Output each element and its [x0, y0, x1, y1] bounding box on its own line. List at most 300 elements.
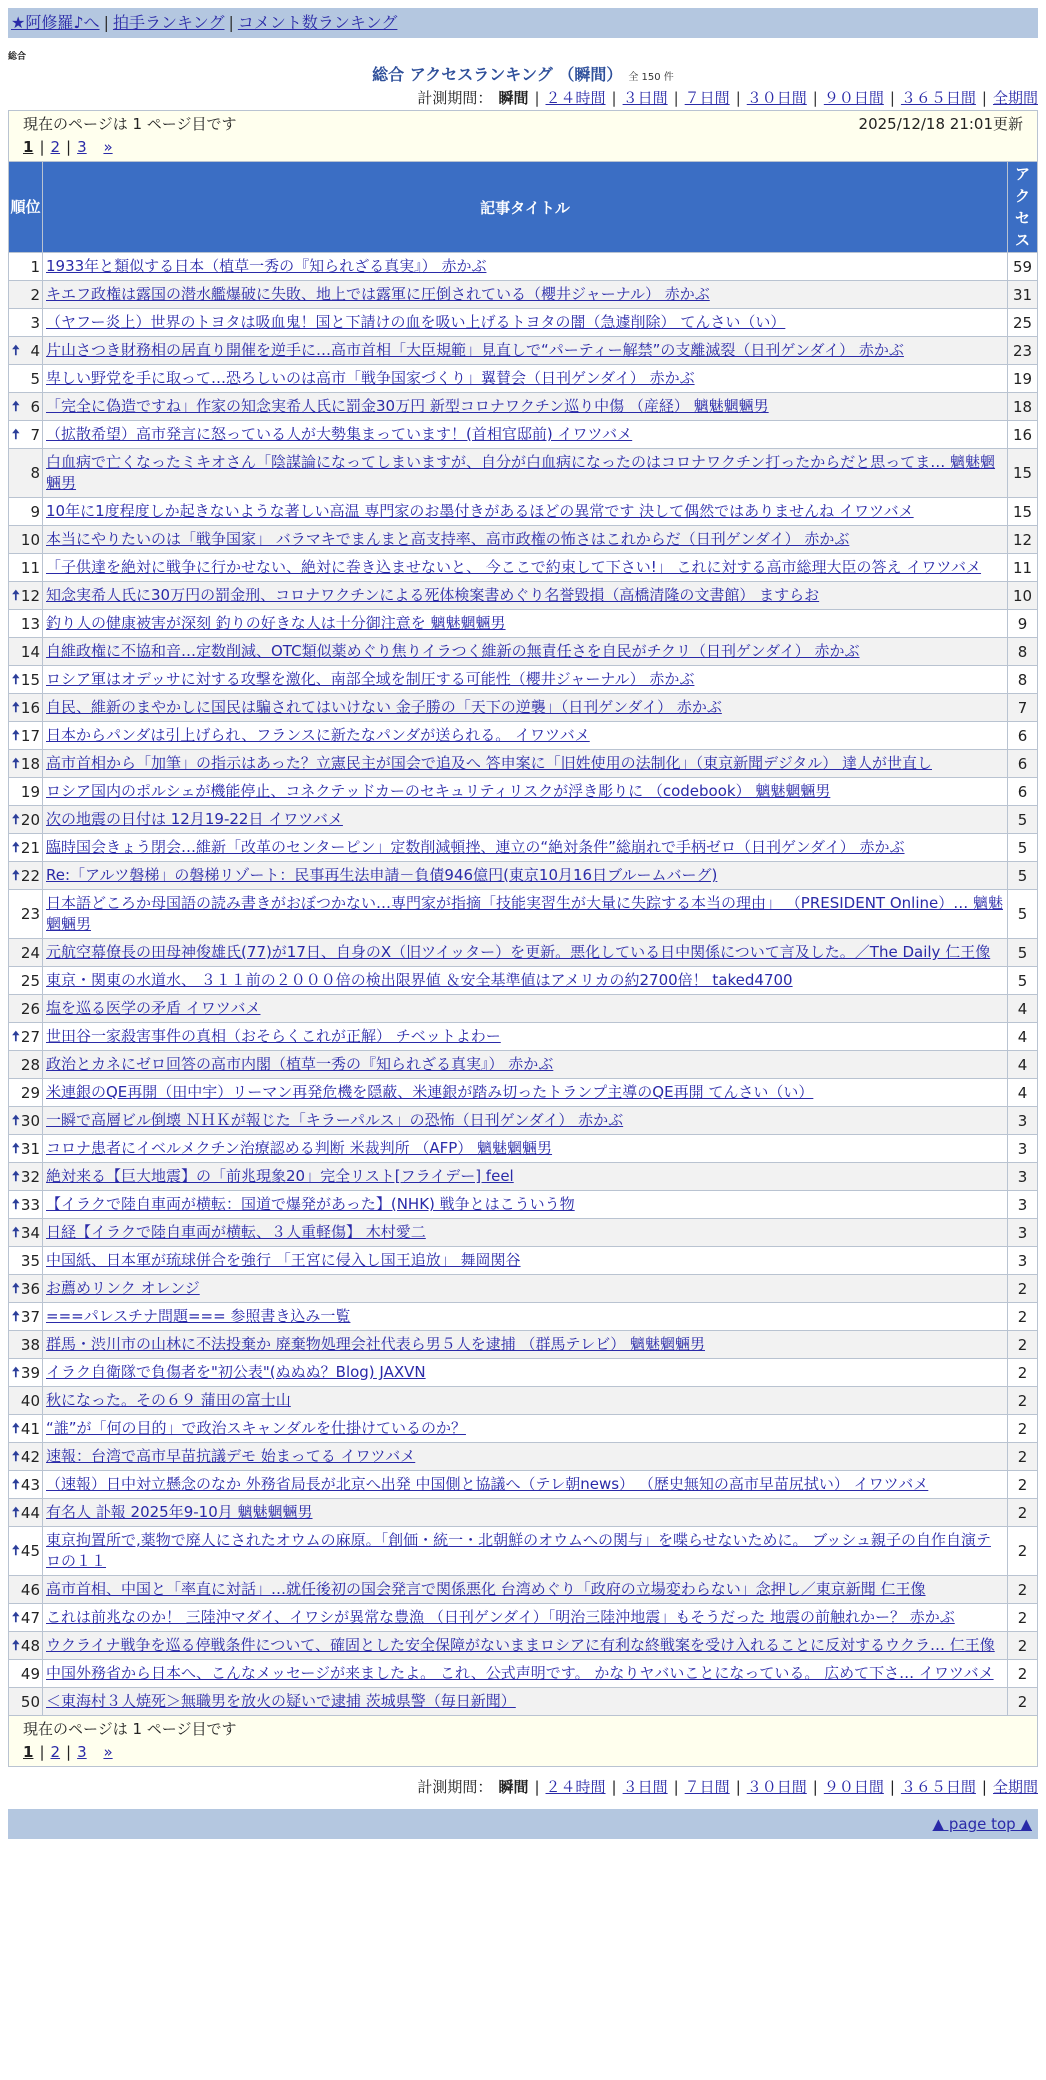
rank-number: 27	[20, 1027, 40, 1046]
ranking-table	[8, 110, 1038, 1767]
article-link[interactable]: 秋になった。その６９ 蒲田の富士山	[46, 1391, 291, 1409]
access-count: 6	[1007, 722, 1037, 750]
table-row	[9, 1163, 1038, 1191]
article-link[interactable]: 中国紙、日本軍が琉球併合を強行 「王宮に侵入し国王追放」 舞岡関谷	[46, 1251, 521, 1269]
table-row	[9, 610, 1038, 638]
table-row	[9, 694, 1038, 722]
rank-cell	[9, 666, 43, 694]
table-row	[9, 421, 1038, 449]
article-link[interactable]: 「子供達を絶対に戦争に行かせない、絶対に巻き込ませないと、 今ここで約束して下さい!」 これに対する高市総理大臣の答え イワツバメ	[46, 558, 982, 576]
title-cell	[43, 1331, 1008, 1359]
rank-up-arrow-icon: 🠅	[12, 1448, 20, 1465]
access-count: 2	[1007, 1604, 1037, 1632]
rank-cell	[9, 309, 43, 337]
table-row	[9, 1576, 1038, 1604]
rank-cell	[9, 554, 43, 582]
table-row	[9, 1303, 1038, 1331]
title-cell	[43, 1191, 1008, 1219]
rank-number: 24	[20, 943, 40, 962]
title-cell	[43, 526, 1008, 554]
period-option-link[interactable]: ７日間	[684, 1778, 730, 1796]
next-page-link[interactable]: »	[103, 138, 113, 156]
page-title: 総合 アクセスランキング （瞬間）	[372, 65, 623, 84]
period-separator: |	[534, 1778, 540, 1796]
period-option-link[interactable]: ３０日間	[746, 1778, 807, 1796]
article-link[interactable]: 速報：台湾で高市早苗抗議デモ 始まってる イワツバメ	[46, 1447, 416, 1465]
access-count: 5	[1007, 890, 1037, 939]
article-link[interactable]: 中国外務省から日本へ、こんなメッセージが来ましたよ。 これ、公式声明です。 かなりヤバいことになっている。 広めて下さ… イワツバメ	[46, 1664, 994, 1682]
article-link[interactable]: 白血病で亡くなったミキオさん「陰謀論になってしまいますが、自分が白血病になったのはコロナワクチン打ったからだと思ってま… 魑魅魍魎男	[46, 453, 996, 492]
ranking-title-row	[8, 64, 1038, 86]
page-top-link[interactable]: ▲ page top ▲	[932, 1815, 1032, 1833]
period-option-link[interactable]: ３６５日間	[900, 89, 976, 107]
title-cell	[43, 337, 1008, 365]
table-row	[9, 582, 1038, 610]
nav-separator: |	[228, 13, 234, 32]
comment-ranking-link[interactable]: コメント数ランキング	[237, 13, 398, 32]
access-count: 15	[1007, 498, 1037, 526]
rank-number: 26	[20, 999, 40, 1018]
article-link[interactable]: イラク自衛隊で負傷者を"初公表"(ぬぬぬ？Blog) JAXVN	[46, 1363, 426, 1381]
access-count: 23	[1007, 337, 1037, 365]
page-links	[23, 1740, 1023, 1764]
title-cell	[43, 722, 1008, 750]
rank-cell	[9, 1443, 43, 1471]
access-count: 12	[1007, 526, 1037, 554]
nav-separator: |	[103, 13, 109, 32]
table-row	[9, 939, 1038, 967]
table-row	[9, 1219, 1038, 1247]
rank-cell	[9, 834, 43, 862]
table-row	[9, 722, 1038, 750]
table-header	[9, 162, 1038, 253]
access-count: 31	[1007, 281, 1037, 309]
access-header: アクセス	[1007, 162, 1037, 253]
table-row	[9, 1688, 1038, 1716]
table-row	[9, 1079, 1038, 1107]
article-link[interactable]: 臨時国会きょう閉会…維新「改革のセンターピン」定数削減頓挫、連立の“絶対条件”総崩れで手柄ゼロ（日刊ゲンダイ） 赤かぶ	[46, 838, 905, 856]
rank-up-arrow-icon: 🠅	[12, 671, 20, 688]
period-option-link[interactable]: ３６５日間	[900, 1778, 976, 1796]
period-option-link[interactable]: ３０日間	[746, 89, 807, 107]
title-cell	[43, 253, 1008, 281]
rank-up-arrow-icon: 🠅	[12, 1168, 20, 1185]
rank-up-arrow-icon: 🠅	[12, 587, 20, 604]
rank-cell	[9, 1163, 43, 1191]
clap-ranking-link[interactable]: 拍手ランキング	[112, 13, 225, 32]
period-separator: |	[812, 89, 818, 107]
rank-up-arrow-icon: 🠅	[12, 1637, 20, 1654]
ranking-rows	[9, 253, 1038, 1716]
rank-number: 8	[30, 464, 40, 482]
rank-up-arrow-icon: 🠅	[12, 727, 20, 744]
article-link[interactable]: 有名人 訃報 2025年9-10月 魑魅魍魎男	[46, 1503, 313, 1521]
access-count: 6	[1007, 750, 1037, 778]
title-cell	[43, 281, 1008, 309]
access-count: 2	[1007, 1359, 1037, 1387]
access-count: 3	[1007, 1107, 1037, 1135]
article-link[interactable]: 日経【イラクで陸自車両が横転、３人重軽傷】 木村愛二	[46, 1223, 426, 1241]
access-count: 3	[1007, 1191, 1037, 1219]
table-row	[9, 806, 1038, 834]
rank-cell	[9, 995, 43, 1023]
article-link[interactable]: （拡散希望）高市発言に怒っている人が大勢集まっています！(首相官邸前) イワツバメ	[46, 425, 633, 443]
article-link[interactable]: 10年に1度程度しか起きないような著しい高温 専門家のお墨付きがあるほどの異常です 決して偶然ではありませんね イワツバメ	[46, 502, 914, 520]
access-count: 5	[1007, 806, 1037, 834]
rank-cell	[9, 1604, 43, 1632]
article-link[interactable]: （ヤフー炎上）世界のトヨタは吸血鬼！国と下請けの血を吸い上げるトヨタの闇（急遽削除） てんさい（い）	[46, 313, 786, 331]
access-count: 5	[1007, 834, 1037, 862]
pager-bottom	[9, 1716, 1038, 1767]
article-link[interactable]: 元航空幕僚長の田母神俊雄氏(77)が17日、自身のX（旧ツイッター）を更新。悪化している日中関係について言及した。／The Daily 仁王像	[46, 943, 991, 961]
title-cell	[43, 1527, 1008, 1576]
title-cell	[43, 1471, 1008, 1499]
rank-cell	[9, 1331, 43, 1359]
title-cell	[43, 666, 1008, 694]
rank-number: 7	[30, 425, 40, 444]
table-row	[9, 1660, 1038, 1688]
access-count: 2	[1007, 1415, 1037, 1443]
rank-cell	[9, 1471, 43, 1499]
page-current: 1	[23, 138, 34, 156]
article-link[interactable]: 【イラクで陸自車両が横転：国道で爆発があった】(NHK) 戦争とはこういう物	[46, 1195, 575, 1213]
period-separator: |	[673, 1778, 679, 1796]
top-nav-bar	[8, 8, 1038, 38]
access-count: 2	[1007, 1632, 1037, 1660]
article-link[interactable]: 「完全に偽造ですね」作家の知念実希人氏に罰金30万円 新型コロナワクチン巡り中傷 （産経） 魑魅魍魎男	[46, 397, 769, 415]
period-separator: |	[981, 89, 987, 107]
period-option-link[interactable]: ３日間	[622, 89, 668, 107]
access-count: 4	[1007, 995, 1037, 1023]
rank-number: 3	[30, 313, 40, 332]
article-link[interactable]: 世田谷一家殺害事件の真相（おそらくこれが正解） チベットよわー	[46, 1027, 501, 1045]
table-row	[9, 1135, 1038, 1163]
title-cell	[43, 1604, 1008, 1632]
period-separator: |	[889, 1778, 895, 1796]
rank-cell	[9, 638, 43, 666]
table-row	[9, 1415, 1038, 1443]
table-row	[9, 337, 1038, 365]
rank-up-arrow-icon: 🠅	[12, 1028, 20, 1045]
period-separator: |	[611, 89, 617, 107]
title-cell	[43, 890, 1008, 939]
rank-cell	[9, 421, 43, 449]
page-link[interactable]: 3	[77, 138, 87, 156]
period-option-link[interactable]: ７日間	[684, 89, 730, 107]
title-cell	[43, 498, 1008, 526]
access-count: 2	[1007, 1275, 1037, 1303]
rank-cell	[9, 1632, 43, 1660]
article-link[interactable]: 高市首相、中国と「率直に対話」…就任後初の国会発言で関係悪化 台湾めぐり「政府の立場変わらない」念押し／東京新聞 仁王像	[46, 1580, 926, 1598]
rank-cell	[9, 1303, 43, 1331]
article-link[interactable]: 卑しい野党を手に取って…恐ろしいのは高市「戦争国家づくり」翼賛会（日刊ゲンダイ） 赤かぶ	[46, 369, 695, 387]
rank-number: 36	[20, 1279, 40, 1298]
rank-number: 32	[20, 1167, 40, 1186]
rank-cell	[9, 1051, 43, 1079]
rank-number: 14	[20, 642, 40, 661]
access-count: 3	[1007, 1247, 1037, 1275]
title-cell	[43, 1247, 1008, 1275]
access-count: 2	[1007, 1499, 1037, 1527]
table-row	[9, 281, 1038, 309]
table-row	[9, 365, 1038, 393]
access-count: 59	[1007, 253, 1037, 281]
rank-number: 20	[20, 810, 40, 829]
table-row	[9, 1107, 1038, 1135]
table-row	[9, 309, 1038, 337]
title-cell	[43, 694, 1008, 722]
period-selector	[8, 86, 1038, 110]
article-link[interactable]: 絶対来る【巨大地震】の「前兆現象20」完全リスト[フライデー] feel	[46, 1167, 514, 1185]
access-count: 9	[1007, 610, 1037, 638]
rank-number: 37	[20, 1307, 40, 1326]
table-row	[9, 666, 1038, 694]
article-link[interactable]: コロナ患者にイベルメクチン治療認める判断 米裁判所 （AFP） 魑魅魍魎男	[46, 1139, 553, 1157]
article-link[interactable]: ウクライナ戦争を巡る停戦条件について、確固とした安全保障がないままロシアに有利な終戦案を受け入れることに反対するウクラ… 仁王像	[46, 1636, 995, 1654]
rank-up-arrow-icon: 🠅	[12, 1112, 20, 1129]
period-option-current: 瞬間	[498, 1778, 529, 1796]
table-row	[9, 498, 1038, 526]
access-count: 2	[1007, 1660, 1037, 1688]
table-row	[9, 967, 1038, 995]
rank-number: 29	[20, 1083, 40, 1102]
rank-up-arrow-icon: 🠅	[12, 1364, 20, 1381]
rank-number: 45	[20, 1542, 40, 1560]
table-row	[9, 393, 1038, 421]
access-count: 3	[1007, 1163, 1037, 1191]
article-link[interactable]: 東京拘置所で,薬物で廃人にされたオウムの麻原。「創価・統一・北朝鮮のオウムへの関与」を喋らせないために。 ブッシュ親子の自作自演テロの１１	[46, 1531, 991, 1570]
page-link[interactable]: 2	[50, 138, 61, 156]
article-link[interactable]: 片山さつき財務相の居直り開催を逆手に…高市首相「大臣規範」見直しで“パーティー解禁”の支離滅裂（日刊ゲンダイ） 赤かぶ	[46, 341, 904, 359]
rank-number: 42	[20, 1447, 40, 1466]
period-option-link[interactable]: ９０日間	[823, 1778, 884, 1796]
title-cell	[43, 1079, 1008, 1107]
period-separator: |	[812, 1778, 818, 1796]
title-cell	[43, 1660, 1008, 1688]
article-link[interactable]: Re:「アルツ磐梯」の磐梯リゾート：民事再生法申請－負債946億円(東京10月16日ブルームバーグ)	[46, 866, 718, 884]
rank-number: 16	[20, 698, 40, 717]
title-cell	[43, 806, 1008, 834]
article-link[interactable]: お薦めリンク オレンジ	[46, 1279, 200, 1297]
rank-up-arrow-icon: 🠅	[12, 1504, 20, 1521]
rank-cell	[9, 582, 43, 610]
home-link[interactable]: ★阿修羅♪へ	[11, 13, 100, 32]
article-link[interactable]: 高市首相から「加筆」の指示はあった？立憲民主が国会で追及へ 答申案に「旧姓使用の法制化」（東京新聞デジタル） 達人が世直し	[46, 754, 932, 772]
table-row	[9, 890, 1038, 939]
rank-number: 49	[20, 1664, 40, 1683]
rank-up-arrow-icon: 🠅	[12, 839, 20, 856]
period-label: 計測期間：	[417, 89, 493, 107]
period-option-link[interactable]: ９０日間	[823, 89, 884, 107]
access-count: 3	[1007, 1219, 1037, 1247]
rank-number: 4	[30, 341, 40, 360]
period-label: 計測期間：	[417, 1778, 493, 1796]
article-link[interactable]: 日本語どころか母国語の読み書きがおぼつかない…専門家が指摘「技能実習生が大量に失踪する本当の理由」 （PRESIDENT Online）… 魑魅魍魎男	[46, 894, 1003, 933]
article-link[interactable]: 一瞬で高層ビル倒壊 ＮＨＫが報じた「キラーパルス」の恐怖（日刊ゲンダイ） 赤かぶ	[46, 1111, 624, 1129]
title-cell	[43, 582, 1008, 610]
table-row	[9, 1247, 1038, 1275]
title-cell	[43, 1499, 1008, 1527]
rank-number: 22	[20, 866, 40, 885]
period-option-link[interactable]: ２４時間	[545, 89, 606, 107]
rank-number: 47	[20, 1608, 40, 1627]
rank-cell	[9, 1527, 43, 1576]
rank-number: 39	[20, 1363, 40, 1382]
rank-number: 6	[30, 397, 40, 416]
table-row	[9, 778, 1038, 806]
article-link[interactable]: “誰”が「何の目的」で政治スキャンダルを仕掛けているのか？	[46, 1419, 466, 1437]
rank-number: 17	[20, 726, 40, 745]
article-link[interactable]: キエフ政権は露国の潜水艦爆破に失敗、地上では露軍に圧倒されている（櫻井ジャーナル） 赤かぶ	[46, 285, 710, 303]
access-count: 5	[1007, 967, 1037, 995]
table-row	[9, 1191, 1038, 1219]
access-count: 25	[1007, 309, 1037, 337]
title-cell	[43, 610, 1008, 638]
article-link[interactable]: 日本からパンダは引上げられ、フランスに新たなパンダが送られる。 イワツバメ	[46, 726, 590, 744]
article-link[interactable]: 塩を巡る医学の矛盾 イワツバメ	[46, 999, 261, 1017]
page-link[interactable]: 3	[77, 1743, 87, 1761]
article-link[interactable]: （速報）日中対立懸念のなか 外務省局長が北京へ出発 中国側と協議へ（テレ朝news） （歴史無知の高市早苗尻拭い） イワツバメ	[46, 1475, 929, 1493]
title-cell	[43, 1359, 1008, 1387]
rank-cell	[9, 1576, 43, 1604]
rank-cell	[9, 1191, 43, 1219]
article-link[interactable]: 米連銀のQE再開（田中宇）リーマン再発危機を隠蔽、米連銀が踏み切ったトランプ主導のQE再開 てんさい（い）	[46, 1083, 814, 1101]
rank-cell	[9, 862, 43, 890]
access-count: 15	[1007, 449, 1037, 498]
title-cell	[43, 1163, 1008, 1191]
period-option-link[interactable]: ３日間	[622, 1778, 668, 1796]
title-cell	[43, 1051, 1008, 1079]
article-link[interactable]: 自民、維新のまやかしに国民は騙されてはいけない 金子勝の「天下の逆襲」（日刊ゲンダイ） 赤かぶ	[46, 698, 722, 716]
table-row	[9, 1023, 1038, 1051]
page-links	[23, 135, 1023, 159]
page-separator: |	[66, 138, 72, 156]
title-cell	[43, 1107, 1008, 1135]
total-count: 全 150 件	[628, 72, 674, 83]
table-row	[9, 1331, 1038, 1359]
page-status: 現在のページは 1 ページ目です	[23, 1720, 237, 1738]
rank-up-arrow-icon: 🠅	[12, 1609, 20, 1626]
title-cell	[43, 862, 1008, 890]
article-link[interactable]: 群馬・渋川市の山林に不法投棄か 廃棄物処理会社代表ら男５人を逮捕 （群馬テレビ） 魑魅魍魎男	[46, 1335, 706, 1353]
rank-number: 38	[20, 1335, 40, 1354]
pager-top	[9, 111, 1038, 162]
page-link[interactable]: 2	[50, 1743, 61, 1761]
article-link[interactable]: ロシア軍はオデッサに対する攻撃を激化、南部全域を制圧する可能性（櫻井ジャーナル） 赤かぶ	[46, 670, 695, 688]
table-row	[9, 1275, 1038, 1303]
rank-number: 9	[30, 502, 40, 521]
access-count: 3	[1007, 1135, 1037, 1163]
rank-up-arrow-icon: 🠅	[12, 426, 20, 443]
title-cell	[43, 309, 1008, 337]
article-link[interactable]: ロシア国内のポルシェが機能停止、コネクテッドカーのセキュリティリスクが浮き彫りに （codebook） 魑魅魍魎男	[46, 782, 831, 800]
article-link[interactable]: 次の地震の日付は 12月19-22日 イワツバメ	[46, 810, 343, 828]
rank-cell	[9, 939, 43, 967]
page-separator: |	[66, 1743, 72, 1761]
next-page-link[interactable]: »	[103, 1743, 113, 1761]
title-cell	[43, 554, 1008, 582]
access-count: 8	[1007, 638, 1037, 666]
rank-cell	[9, 365, 43, 393]
access-count: 2	[1007, 1527, 1037, 1576]
rank-number: 23	[20, 905, 40, 923]
article-link[interactable]: 東京・関東の水道水、 ３１１前の２０００倍の検出限界値 ＆安全基準値はアメリカの約2700倍！ taked4700	[46, 971, 793, 989]
period-option-link[interactable]: ２４時間	[545, 1778, 606, 1796]
rank-cell	[9, 1499, 43, 1527]
table-row	[9, 1632, 1038, 1660]
article-link[interactable]: 釣り人の健康被害が深刻 釣りの好きな人は十分御注意を 魑魅魍魎男	[46, 614, 506, 632]
title-cell	[43, 1219, 1008, 1247]
title-cell	[43, 1688, 1008, 1716]
title-cell	[43, 834, 1008, 862]
page-separator: |	[39, 1743, 45, 1761]
period-separator: |	[735, 1778, 741, 1796]
article-link[interactable]: 自維政権に不協和音…定数削減、OTC類似薬めぐり焦りイラつく維新の無責任さを自民がチクリ（日刊ゲンダイ） 赤かぶ	[46, 642, 860, 660]
rank-number: 46	[20, 1580, 40, 1599]
rank-number: 50	[20, 1692, 40, 1711]
table-row	[9, 1471, 1038, 1499]
rank-up-arrow-icon: 🠅	[12, 1420, 20, 1437]
rank-number: 21	[20, 838, 40, 857]
title-cell	[43, 1415, 1008, 1443]
article-link[interactable]: 本当にやりたいのは「戦争国家」 バラマキでまんまと高支持率、高市政権の怖さはこれからだ（日刊ゲンダイ） 赤かぶ	[46, 530, 850, 548]
article-link[interactable]: 政治とカネにゼロ回答の高市内閣（植草一秀の『知られざる真実』） 赤かぶ	[46, 1055, 554, 1073]
rank-number: 15	[20, 670, 40, 689]
rank-cell	[9, 393, 43, 421]
rank-number: 33	[20, 1195, 40, 1214]
page-separator	[93, 138, 98, 156]
rank-up-arrow-icon: 🠅	[12, 1196, 20, 1213]
updated-timestamp: 2025/12/18 21:01更新	[858, 115, 1023, 133]
article-link[interactable]: これは前兆なのか！ 三陸沖マダイ、イワシが異常な豊漁 （日刊ゲンダイ）「明治三陸沖地震」もそうだった 地震の前触れかー？ 赤かぶ	[46, 1608, 955, 1626]
period-option-link[interactable]: 全期間	[992, 89, 1038, 107]
rank-number: 1	[30, 257, 40, 276]
page-separator	[93, 1743, 98, 1761]
rank-up-arrow-icon: 🠅	[12, 342, 20, 359]
rank-header: 順位	[9, 162, 43, 253]
period-separator: |	[981, 1778, 987, 1796]
table-row	[9, 253, 1038, 281]
article-link[interactable]: ＜東海村３人焼死＞無職男を放火の疑いで逮捕 茨城県警（毎日新聞）	[46, 1692, 516, 1710]
access-count: 18	[1007, 393, 1037, 421]
rank-up-arrow-icon: 🠅	[12, 1308, 20, 1325]
access-count: 5	[1007, 939, 1037, 967]
article-link[interactable]: 知念実希人氏に30万円の罰金刑、コロナワクチンによる死体検案書めぐり名誉毀損（高橋清隆の文書館） ますらお	[46, 586, 820, 604]
access-count: 10	[1007, 582, 1037, 610]
table-row	[9, 1527, 1038, 1576]
rank-cell	[9, 722, 43, 750]
access-count: 2	[1007, 1331, 1037, 1359]
rank-cell	[9, 498, 43, 526]
rank-up-arrow-icon: 🠅	[12, 1543, 20, 1559]
period-selector-bottom	[8, 1775, 1038, 1799]
article-link[interactable]: 1933年と類似する日本（植草一秀の『知られざる真実』） 赤かぶ	[46, 257, 487, 275]
title-header: 記事タイトル	[43, 162, 1008, 253]
period-option-link[interactable]: 全期間	[992, 1778, 1038, 1796]
title-cell	[43, 1576, 1008, 1604]
rank-up-arrow-icon: 🠅	[12, 1140, 20, 1157]
rank-number: 28	[20, 1055, 40, 1074]
period-separator: |	[673, 89, 679, 107]
article-link[interactable]: ===パレスチナ問題=== 参照書き込み一覧	[46, 1307, 351, 1325]
rank-number: 5	[30, 369, 40, 388]
period-separator: |	[735, 89, 741, 107]
period-separator: |	[889, 89, 895, 107]
rank-cell	[9, 526, 43, 554]
table-row	[9, 1051, 1038, 1079]
rank-up-arrow-icon: 🠅	[12, 811, 20, 828]
rank-up-arrow-icon: 🠅	[12, 1476, 20, 1493]
